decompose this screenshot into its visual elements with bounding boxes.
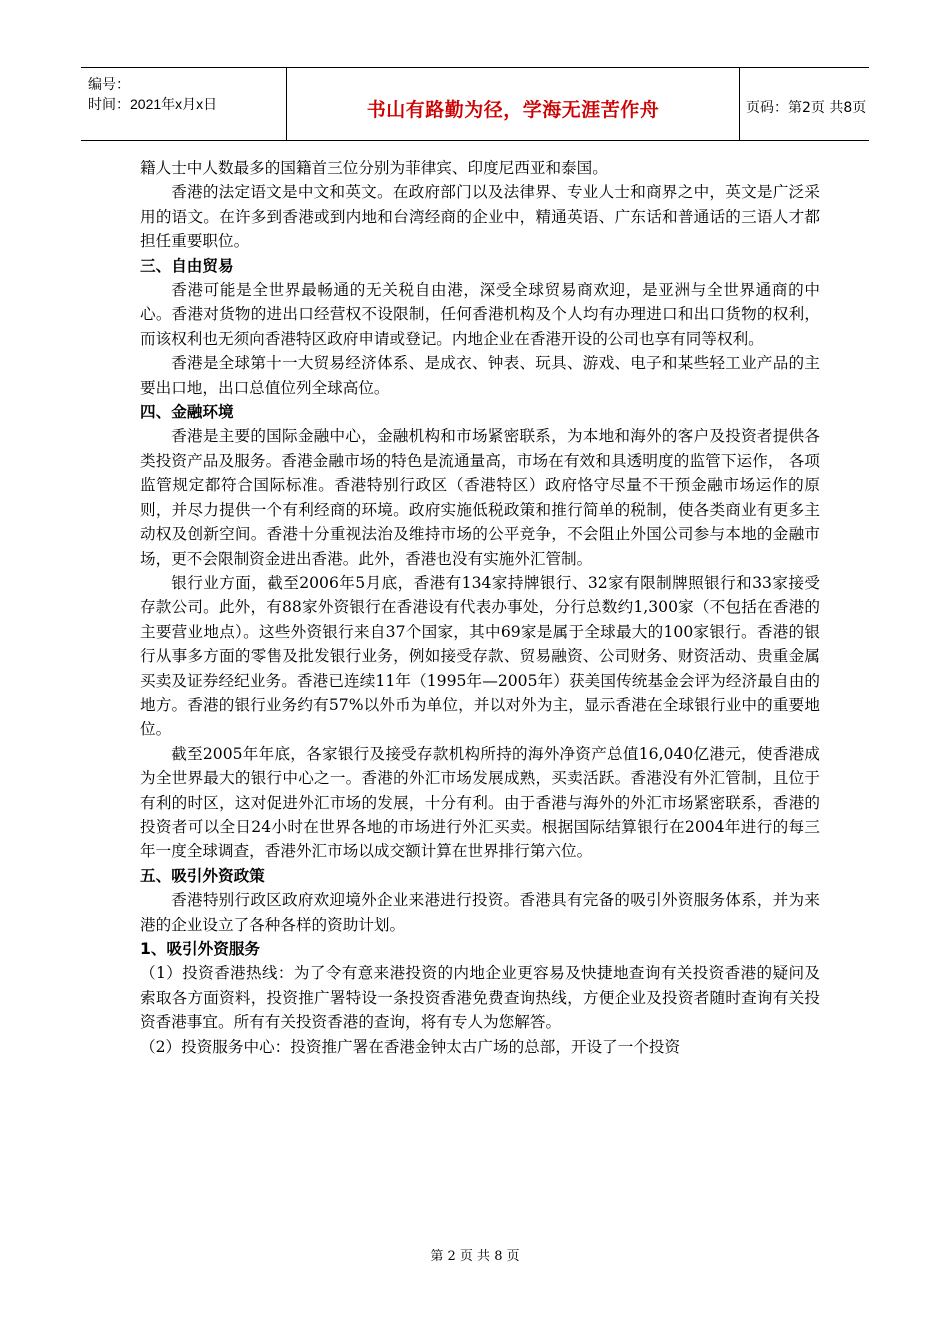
header-page-cell	[739, 68, 869, 140]
body-paragraph: 香港特别行政区政府欢迎境外企业来港进行投资。香港具有完备的吸引外资服务体系，并为来港的企业设立了各种各样的资助计划。	[140, 891, 820, 934]
section-heading: 四、金融环境	[140, 403, 234, 422]
section-heading: 1、吸引外资服务	[140, 940, 261, 958]
document-body	[140, 156, 820, 1059]
body-paragraph: （2）投资服务中心：投资推广署在香港金钟太古广场的总部，开设了一个投资	[140, 1037, 681, 1056]
doc-code-label: 编号：	[88, 76, 130, 92]
page-footer: 第 2 页 共 8 页	[430, 1249, 520, 1264]
header-motto-cell	[286, 68, 740, 140]
header-page-info: 页码：第2页 共8页	[746, 100, 867, 116]
section-heading: 三、自由贸易	[140, 256, 234, 275]
body-paragraph: 香港是主要的国际金融中心，金融机构和市场紧密联系，为本地和海外的客户及投资者提供各类投资产品及服务。香港金融市场的特色是流通量高，市场在有效和具透明度的监管下运作， 各项监管规定都符合国际标准。香港特别行政区（香港特区）政府恪守尽量不干预金融市场运作的原则，并尽力提供一个有利经商的环境。政府实施低税政策和推行简单的税制，使各类商业有更多主动权及创新空间。香港十分重视法治及维持市场的公平竞争，不会阻止外国公司参与本地的金融市场，更不会限制资金进出香港。此外，香港也没有实施外汇管制。	[140, 427, 820, 568]
header-motto: 书山有路勤为径，学海无涯苦作舟	[366, 99, 660, 121]
body-paragraph: 香港是全球第十一大贸易经济体系、是成衣、钟表、玩具、游戏、电子和某些轻工业产品的主要出口地，出口总值位列全球高位。	[140, 354, 820, 397]
doc-date-label: 时间：2021年x月x日	[88, 96, 218, 112]
body-paragraph: 银行业方面，截至2006年5月底，香港有134家持牌银行、32家有限制牌照银行和33家接受存款公司。此外，有88家外资银行在香港设有代表办事处，分行总数约1,300家（不包括在香港的主要营业地点）。这些外资银行来自37个国家，其中69家是属于全球最大的100家银行。香港的银行从事多方面的零售及批发银行业务，例如接受存款、贸易融资、公司财务、财资活动、贵重金属买卖及证券经纪业务。香港已连续11年（1995年—2005年）获美国传统基金会评为经济最自由的地方。香港的银行业务约有57%以外币为单位，并以对外为主，显示香港在全球银行业中的重要地位。	[140, 573, 820, 739]
page-header	[81, 67, 869, 141]
body-paragraph: 截至2005年年底，各家银行及接受存款机构所持的海外净资产总值16,040亿港元，使香港成为全世界最大的银行中心之一。香港的外汇市场发展成熟，买卖活跃。香港没有外汇管制，且位于有利的时区，这对促进外汇市场的发展，十分有利。由于香港与海外的外汇市场紧密联系，香港的投资者可以全日24小时在世界各地的市场进行外汇买卖。根据国际结算银行在2004年进行的每三年一度全球调查，香港外汇市场以成交额计算在世界排行第六位。	[140, 744, 820, 861]
body-paragraph: 香港的法定语文是中文和英文。在政府部门以及法律界、专业人士和商界之中，英文是广泛采用的语文。在许多到香港或到内地和台湾经商的企业中，精通英语、广东话和普通话的三语人才都担任重要职位。	[140, 183, 820, 251]
body-paragraph: （1）投资香港热线：为了令有意来港投资的内地企业更容易及快捷地查询有关投资香港的疑问及索取各方面资料，投资推广署特设一条投资香港免费查询热线，方便企业及投资者随时查询有关投资香港事宜。所有有关投资香港的查询，将有专人为您解答。	[140, 964, 820, 1032]
header-meta-cell	[81, 68, 286, 140]
body-paragraph: 香港可能是全世界最畅通的无关税自由港，深受全球贸易商欢迎，是亚洲与全世界通商的中心。香港对货物的进出口经营权不设限制，任何香港机构及个人均有办理进口和出口货物的权利，而该权利也无须向香港特区政府申请或登记。内地企业在香港开设的公司也享有同等权利。	[140, 281, 820, 348]
body-paragraph: 籍人士中人数最多的国籍首三位分别为菲律宾、印度尼西亚和泰国。	[140, 159, 608, 177]
section-heading: 五、吸引外资政策	[140, 866, 265, 885]
